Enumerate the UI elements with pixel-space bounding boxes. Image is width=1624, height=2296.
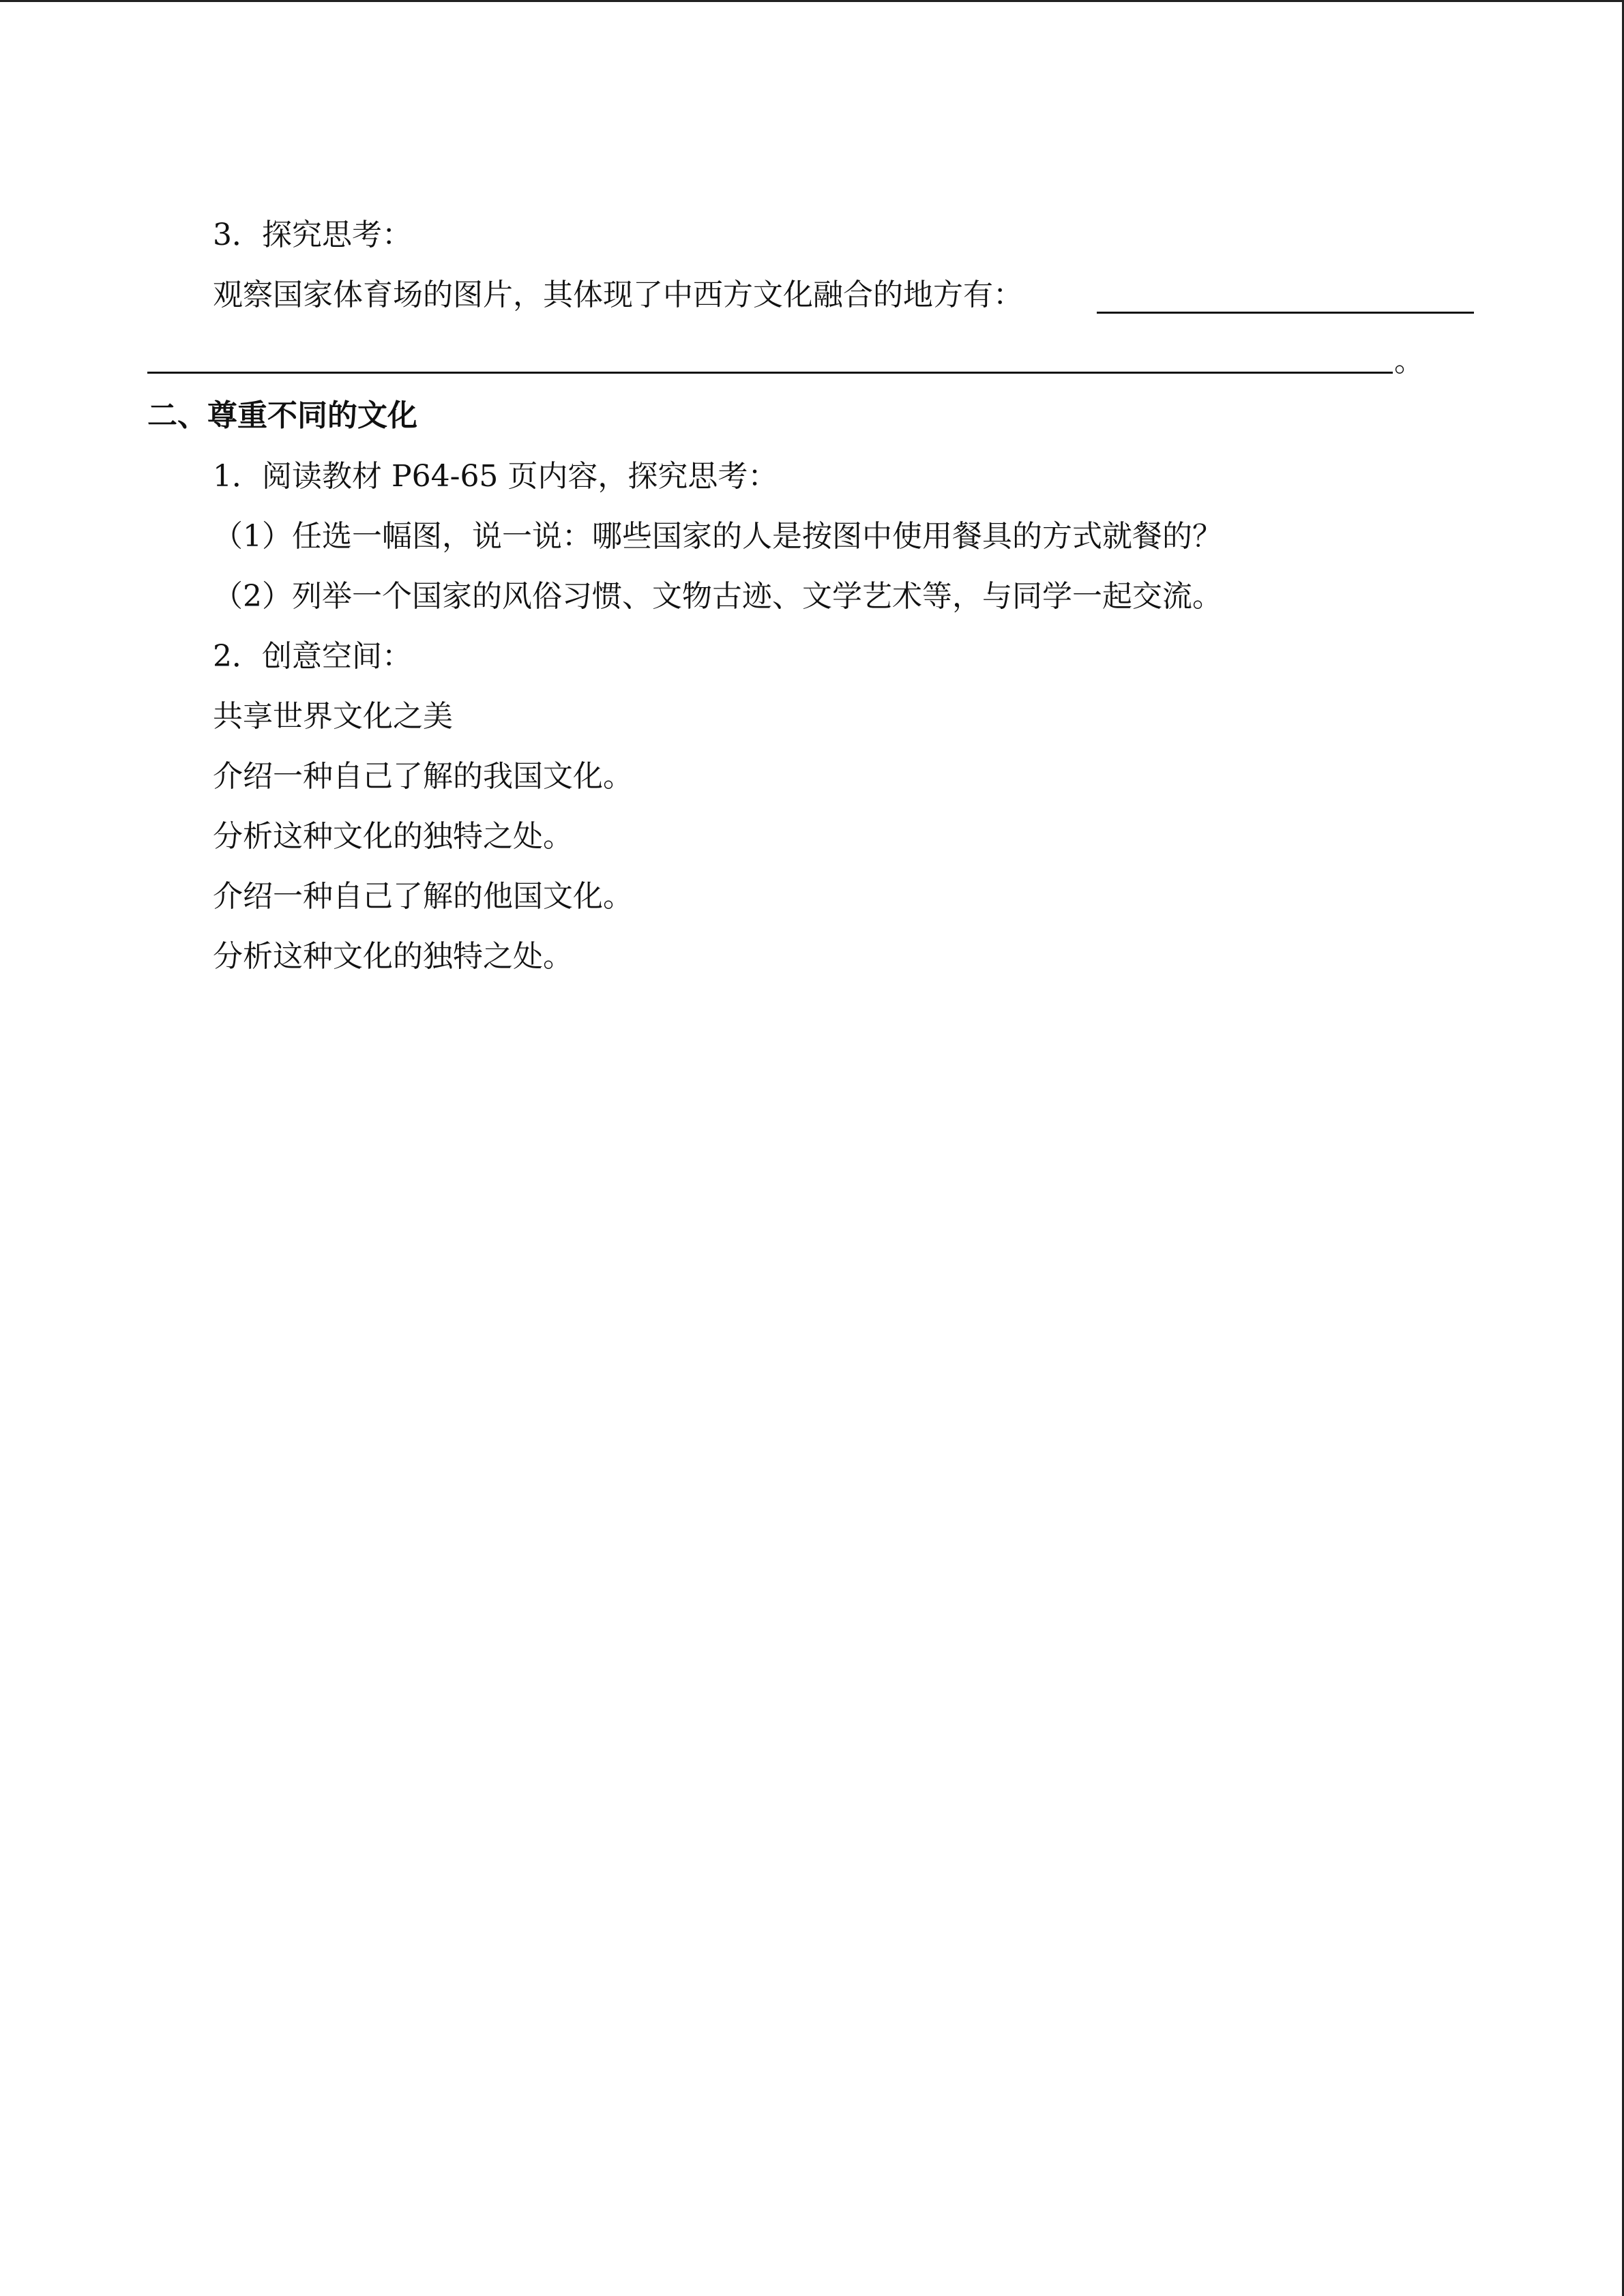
creative-line-4: 分析这种文化的独特之处。 (213, 939, 573, 974)
section2-item1-label: 1．阅读教材 P64-65 页内容，探究思考： (213, 459, 778, 494)
section2-item1-q1: （1）任选一幅图，说一说：哪些国家的人是按图中使用餐具的方式就餐的？ (213, 519, 1222, 554)
item3-label: 3．探究思考： (213, 218, 412, 252)
item3-prompt: 观察国家体育场的图片，其体现了中西方文化融合的地方有： (213, 278, 1023, 312)
section2-heading: 二、尊重不同的文化 (147, 398, 417, 433)
creative-line-3: 介绍一种自己了解的他国文化。 (213, 879, 633, 914)
creative-title: 共享世界文化之美 (213, 699, 453, 734)
answer-blank-line-2[interactable] (147, 372, 1393, 374)
page-top-border (0, 0, 1624, 2)
creative-line-1: 介绍一种自己了解的我国文化。 (213, 759, 633, 794)
item3-end-punct: 。 (1394, 344, 1424, 378)
section2-item2-label: 2．创意空间： (213, 639, 412, 674)
creative-line-2: 分析这种文化的独特之处。 (213, 819, 573, 854)
section2-item1-q2: （2）列举一个国家的风俗习惯、文物古迹、文学艺术等，与同学一起交流。 (213, 579, 1222, 614)
answer-blank-line-1[interactable] (1097, 312, 1474, 314)
